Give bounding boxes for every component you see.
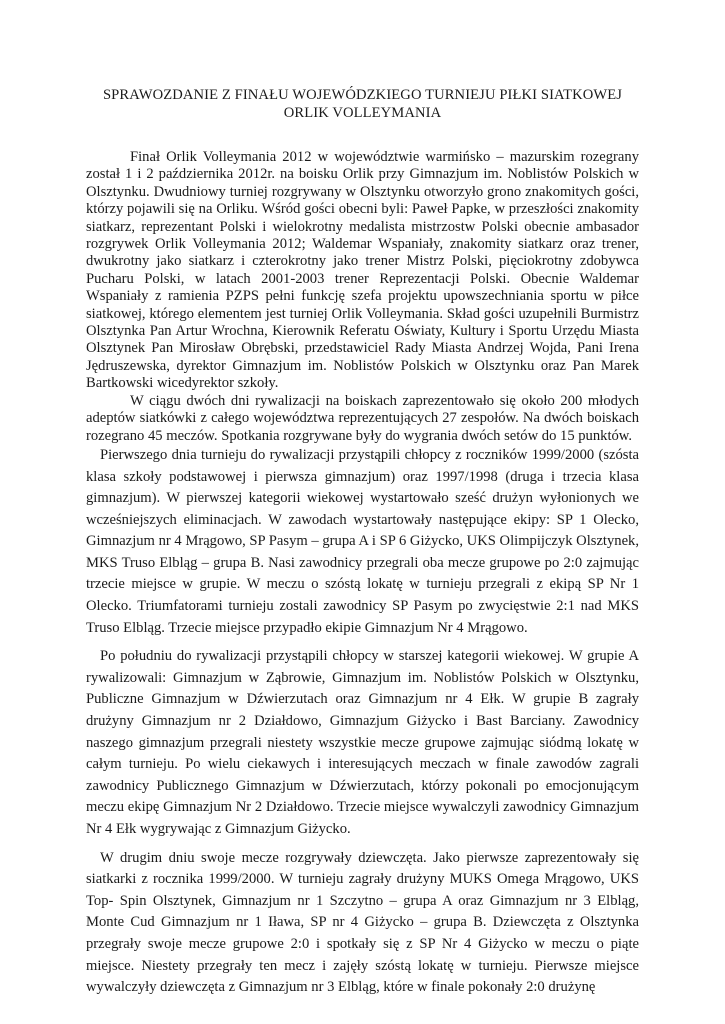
- title-line-2: ORLIK VOLLEYMANIA: [283, 105, 442, 121]
- paragraph-boys-younger: Pierwszego dnia turnieju do rywalizacji przystąpili chłopcy z roczników 1999/2000 (szósta klasa szkoły podstawowej i pierwsza gimnazjum) oraz 1997/1998 (druga i trzecia klasa gimnazjum). W pierwszej kategorii wiekowej wystartowało sześć drużyn wyłonionych we wcześniejszych eliminacjach. W zawodach wystartowały następujące ekipy: SP 1 Olecko, Gimnazjum nr 4 Mrągowo, SP Pasym – grupa A i SP 6 Giżycko, UKS Olimpijczyk Olsztynek, MKS Truso Elbląg – grupa B. Nasi zawodnicy przegrali oba mecze grupowe po 2:0 zajmując trzecie miejsce w grupie. W meczu o szóstą lokatę w turnieju przegrali z ekipą SP Nr 1 Olecko. Triumfatorami turnieju zostali zawodnicy SP Pasym po zwycięstwie 2:1 nad MKS Truso Elbląg. Trzecie miejsce przypadło ekipie Gimnazjum Nr 4 Mrągowo.: [86, 446, 639, 636]
- title-line-1: SPRAWOZDANIE Z FINAŁU WOJEWÓDZKIEGO TURNIEJU PIŁKI SIATKOWEJ: [102, 87, 623, 103]
- paragraph-competition-stats: W ciągu dwóch dni rywalizacji na boiskach zaprezentowało się około 200 młodych adeptów siatkówki z całego województwa reprezentujących 27 zespołów. Na dwóch boiskach rozegrano 45 meczów. Spotkania rozgrywane były do wygrania dwóch setów do 15 punktów.: [86, 392, 639, 444]
- results-section: [86, 445, 639, 999]
- intro-section: [86, 149, 639, 445]
- paragraph-final-overview: Finał Orlik Volleymania 2012 w województwie warmińsko – mazurskim rozegrany został 1 i 2 października 2012r. na boisku Orlik przy Gimnazjum im. Noblistów Polskich w Olsztynku. Dwudniowy turniej rozgrywany w Olsztynku otworzyło grono znakomitych gości, którzy pojawili się na Orliku. Wśród gości obecni byli: Paweł Papke, w przeszłości znakomity siatkarz, reprezentant Polski i wielokrotny medalista mistrzostw Polski obecnie ambasador rozgrywek Orlik Volleymania 2012; Waldemar Wspaniały, znakomity siatkarz oraz trener, dwukrotny jako siatkarz i czterokrotny jako trener Mistrz Polski, pięciokrotny zdobywca Pucharu Polski, w latach 2001-2003 trener Reprezentacji Polski. Obecnie Waldemar Wspaniały z ramienia PZPS pełni funkcję szefa projektu upowszechniania sportu w piłce siatkowej, którego elementem jest turniej Orlik Volleymania. Skład gości uzupełnili Burmistrz Olsztynka Pan Artur Wrochna, Kierownik Referatu Oświaty, Kultury i Sportu Urzędu Miasta Olsztynek Pan Mirosław Obrębski, przedstawiciel Rady Miasta Andrzej Wojda, Pani Irena Jędruszewska, dyrektor Gimnazjum im. Noblistów Polskich w Olsztynku oraz Pan Marek Bartkowski wicedyrektor szkoły.: [86, 149, 639, 392]
- paragraph-boys-older: Po południu do rywalizacji przystąpili chłopcy w starszej kategorii wiekowej. W grupie A rywalizowali: Gimnazjum w Ząbrowie, Gimnazjum im. Noblistów Polskich w Olsztynku, Publiczne Gimnazjum w Dźwierzutach oraz Gimnazjum nr 4 Ełk. W grupie B zagrały drużyny Gimnazjum nr 2 Działdowo, Gimnazjum Giżycko i Bast Barciany. Zawodnicy naszego gimnazjum przegrali niestety wszystkie mecze grupowe zajmując siódmą lokatę w całym turnieju. Po wielu ciekawych i interesujących meczach w finale zawodów zagrali zawodnicy Publicznego Gimnazjum w Dźwierzutach, którzy pokonali po emocjonującym meczu ekipę Gimnazjum Nr 2 Działdowo. Trzecie miejsce wywalczyli zawodnicy Gimnazjum Nr 4 Ełk wygrywając z Gimnazjum Giżycko.: [86, 648, 639, 837]
- paragraph-girls: W drugim dniu swoje mecze rozgrywały dziewczęta. Jako pierwsze zaprezentowały się siatkarki z rocznika 1999/2000. W turnieju zagrały drużyny MUKS Omega Mrągowo, UKS Top- Spin Olsztynek, Gimnazjum nr 1 Szczytno – grupa A oraz Gimnazjum nr 3 Elbląg, Monte Cud Gimnazjum nr 1 Iława, SP nr 4 Giżycko – grupa B. Dziewczęta z Olsztynka przegrały swoje mecze grupowe 2:0 i spotkały się z SP Nr 4 Giżycko w meczu o piąte miejsce. Niestety przegrały ten mecz i zajęły szóstą lokatę w turnieju. Pierwsze miejsce wywalczyły dziewczęta z Gimnazjum nr 3 Elbląg, które w finale pokonały 2:0 drużynę: [86, 849, 639, 996]
- report-title: [86, 86, 639, 122]
